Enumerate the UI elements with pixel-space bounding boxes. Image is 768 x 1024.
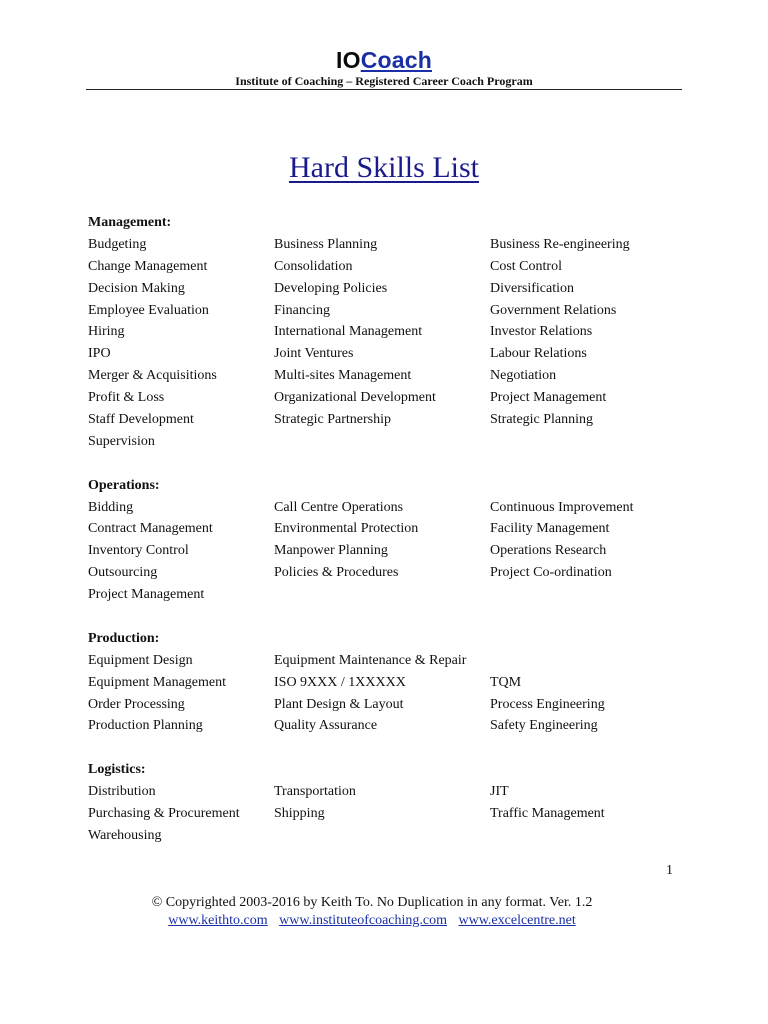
skill-item: Call Centre Operations <box>274 499 404 515</box>
skill-item: TQM <box>490 674 522 690</box>
skill-item <box>490 431 690 453</box>
skill-item: Plant Design & Layout <box>274 696 404 712</box>
skills-row <box>88 387 708 409</box>
skill-item: Production Planning <box>88 718 203 734</box>
skill-item: Diversification <box>490 280 574 296</box>
skills-row <box>88 694 708 716</box>
skill-item: Traffic Management <box>490 806 605 822</box>
skills-sections <box>88 212 708 869</box>
skill-item: Strategic Partnership <box>274 412 392 428</box>
skill-item: Manpower Planning <box>274 543 388 559</box>
skill-item: Operations Research <box>490 543 607 559</box>
skills-row <box>88 497 708 519</box>
skills-row <box>88 321 708 343</box>
footer-link-keithto[interactable]: www.keithto.com <box>168 913 268 928</box>
skills-row <box>88 584 708 606</box>
skill-item: Staff Development <box>88 412 194 428</box>
skill-item: Continuous Improvement <box>490 499 634 515</box>
skills-row <box>88 409 708 431</box>
skills-row <box>88 562 708 584</box>
skills-row <box>88 431 708 453</box>
footer-link-instituteofcoaching[interactable]: www.instituteofcoaching.com <box>279 913 447 928</box>
skills-row <box>88 278 708 300</box>
skill-item <box>490 825 690 847</box>
skill-item: Equipment Maintenance & Repair <box>274 652 467 668</box>
skills-row <box>88 825 708 847</box>
skill-item: Facility Management <box>490 521 610 537</box>
skill-item: Warehousing <box>88 827 162 843</box>
skill-item: Equipment Design <box>88 652 193 668</box>
skill-item: Business Planning <box>274 236 378 252</box>
skills-row <box>88 803 708 825</box>
skill-item: Budgeting <box>88 236 147 252</box>
skills-section <box>88 212 708 453</box>
skills-row <box>88 650 708 672</box>
skills-row <box>88 540 708 562</box>
brand-io: IO <box>336 47 361 73</box>
skill-item: Shipping <box>274 806 325 822</box>
skill-item: Merger & Acquisitions <box>88 368 217 384</box>
skill-item: Decision Making <box>88 280 185 296</box>
skill-item: JIT <box>490 784 509 800</box>
section-heading: Production: <box>88 630 160 646</box>
skill-item: Transportation <box>274 784 356 800</box>
skill-item: Purchasing & Procurement <box>88 806 240 822</box>
skill-item: Developing Policies <box>274 280 388 296</box>
page-title <box>0 150 768 186</box>
skill-item: Financing <box>274 302 330 318</box>
skill-item: Supervision <box>88 433 155 449</box>
skill-item <box>274 825 490 847</box>
skill-item: Safety Engineering <box>490 718 598 734</box>
brand-logo <box>86 46 682 74</box>
skills-row <box>88 343 708 365</box>
skills-row <box>88 365 708 387</box>
skills-row <box>88 715 708 737</box>
skill-item <box>490 584 690 606</box>
skill-item: Distribution <box>88 784 156 800</box>
skill-item: Project Management <box>490 390 607 406</box>
skill-item: ISO 9XXX / 1XXXXX <box>274 674 406 690</box>
skill-item: Labour Relations <box>490 346 587 362</box>
page-number: 1 <box>666 863 673 878</box>
footer-link-excelcentre[interactable]: www.excelcentre.net <box>458 913 576 928</box>
skills-row <box>88 781 708 803</box>
skill-item: Business Re-engineering <box>490 236 630 252</box>
skill-item: Government Relations <box>490 302 617 318</box>
skill-item: Outsourcing <box>88 565 158 581</box>
skill-item: Consolidation <box>274 258 353 274</box>
section-heading: Management: <box>88 215 172 230</box>
brand-coach: Coach <box>360 47 432 73</box>
skill-item <box>274 584 490 606</box>
page-footer <box>0 894 744 929</box>
skill-item: Contract Management <box>88 521 213 537</box>
skills-row <box>88 234 708 256</box>
skill-item: International Management <box>274 324 423 340</box>
skill-item: Multi-sites Management <box>274 368 412 384</box>
skills-section <box>88 475 708 606</box>
section-heading: Operations: <box>88 477 160 493</box>
skill-item: Bidding <box>88 499 134 515</box>
skill-item: Investor Relations <box>490 324 593 340</box>
skill-item: Inventory Control <box>88 543 189 559</box>
skill-item: Change Management <box>88 258 208 274</box>
skills-section <box>88 759 708 847</box>
skill-item <box>490 650 690 672</box>
skill-item: Order Processing <box>88 696 185 712</box>
skill-item: Joint Ventures <box>274 346 354 362</box>
skill-item: Project Management <box>88 587 205 603</box>
skill-item: Project Co-ordination <box>490 565 612 581</box>
skill-item: Cost Control <box>490 258 562 274</box>
skill-item: Environmental Protection <box>274 521 419 537</box>
skills-section <box>88 628 708 737</box>
header-divider <box>86 89 682 90</box>
skill-item: Quality Assurance <box>274 718 378 734</box>
skill-item: Organizational Development <box>274 390 436 406</box>
section-heading: Logistics: <box>88 762 146 778</box>
skills-row <box>88 518 708 540</box>
skill-item: Process Engineering <box>490 696 605 712</box>
copyright-notice: © Copyrighted 2003-2016 by Keith To. No Duplication in any format. Ver. 1.2 <box>151 895 593 910</box>
skills-row <box>88 256 708 278</box>
skills-row <box>88 300 708 322</box>
skill-item: Employee Evaluation <box>88 302 209 318</box>
header-subtitle: Institute of Coaching – Registered Career Coach Program <box>235 74 533 88</box>
page-title-text: Hard Skills List <box>288 151 479 184</box>
skill-item: Equipment Management <box>88 674 227 690</box>
skill-item <box>274 431 490 453</box>
skill-item: Strategic Planning <box>490 412 594 428</box>
skill-item: Negotiation <box>490 368 557 384</box>
skill-item: IPO <box>88 346 111 362</box>
footer-links <box>0 912 744 929</box>
skill-item: Hiring <box>88 324 125 340</box>
skill-item: Profit & Loss <box>88 390 165 406</box>
skill-item: Policies & Procedures <box>274 565 399 581</box>
skills-row <box>88 672 708 694</box>
page-header <box>86 46 682 88</box>
